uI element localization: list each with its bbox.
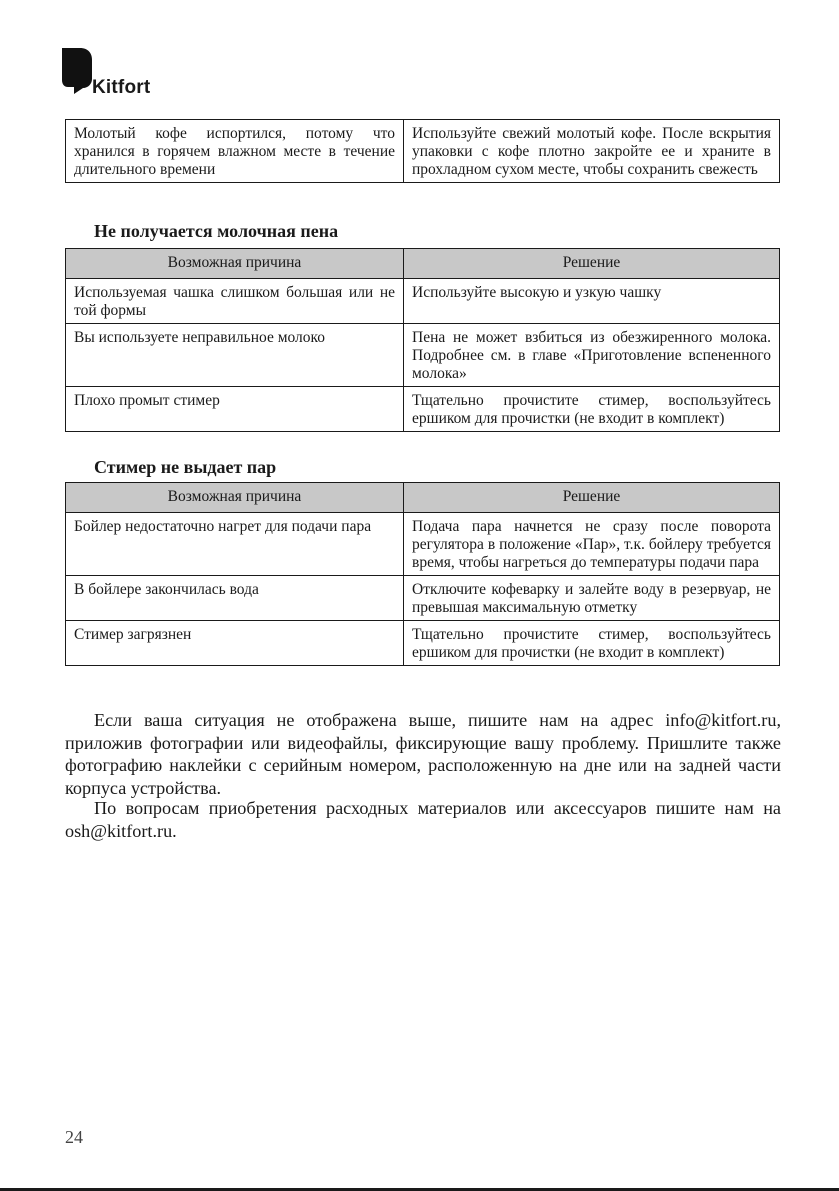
table-row <box>66 621 780 666</box>
brand-name: Kitfort <box>92 77 151 98</box>
solution-cell: Используйте высокую и узкую чашку <box>404 279 780 324</box>
cause-cell: Бойлер недостаточно нагрет для подачи пара <box>66 513 404 576</box>
cause-cell: В бойлере закончилась вода <box>66 576 404 621</box>
cause-cell: Плохо промыт стимер <box>66 387 404 432</box>
header-solution: Решение <box>404 483 780 513</box>
table-row <box>66 279 780 324</box>
cause-cell: Вы используете неправильное молоко <box>66 324 404 387</box>
header-solution: Решение <box>404 249 780 279</box>
cause-cell: Стимер загрязнен <box>66 621 404 666</box>
table-row <box>66 576 780 621</box>
table-header-row <box>66 483 780 513</box>
steamer-table <box>65 482 780 666</box>
cause-cell: Используемая чашка слишком большая или не той формы <box>66 279 404 324</box>
solution-cell: Используйте свежий молотый кофе. После вскрытия упаковки с кофе плотно закройте ее и храните в прохладном сухом месте, чтобы сохранить свежесть <box>404 120 780 183</box>
solution-cell: Тщательно прочистите стимер, воспользуйтесь ершиком для прочистки (не входит в комплект) <box>404 621 780 666</box>
table-row <box>66 324 780 387</box>
header-cause: Возможная причина <box>66 249 404 279</box>
solution-cell: Подача пара начнется не сразу после поворота регулятора в положение «Пар», т.к. бойлеру требуется время, чтобы нагреться до температуры подачи пара <box>404 513 780 576</box>
milk-foam-table <box>65 248 780 432</box>
accessories-paragraph: По вопросам приобретения расходных материалов или аксессуаров пишите нам на osh@kitfort.ru. <box>65 798 781 841</box>
table-row <box>66 387 780 432</box>
cause-cell: Молотый кофе испортился, потому что хранился в горячем влажном месте в течение длительного времени <box>66 120 404 183</box>
header-cause: Возможная причина <box>66 483 404 513</box>
kitfort-logo-icon <box>62 48 92 94</box>
kitfort-logo <box>62 48 172 102</box>
contact-paragraph: Если ваша ситуация не отображена выше, пишите нам на адрес info@kitfort.ru, приложив фотографии или видеофайлы, фиксирующие вашу проблему. Пришлите также фотографию наклейки с серийным номером, расположенную на дне или на задней части корпуса устройства. <box>65 710 781 798</box>
page-number: 24 <box>65 1127 83 1147</box>
section-title-steamer: Стимер не выдает пар <box>94 457 277 477</box>
solution-cell: Отключите кофеварку и залейте воду в резервуар, не превышая максимальную отметку <box>404 576 780 621</box>
table-row <box>66 513 780 576</box>
section-title-milk-foam: Не получается молочная пена <box>94 221 339 241</box>
solution-cell: Тщательно прочистите стимер, воспользуйтесь ершиком для прочистки (не входит в комплект) <box>404 387 780 432</box>
solution-cell: Пена не может взбиться из обезжиренного молока. Подробнее см. в главе «Приготовление вспененного молока» <box>404 324 780 387</box>
table-header-row <box>66 249 780 279</box>
coffee-problem-table <box>65 119 780 183</box>
table-row <box>66 120 780 183</box>
